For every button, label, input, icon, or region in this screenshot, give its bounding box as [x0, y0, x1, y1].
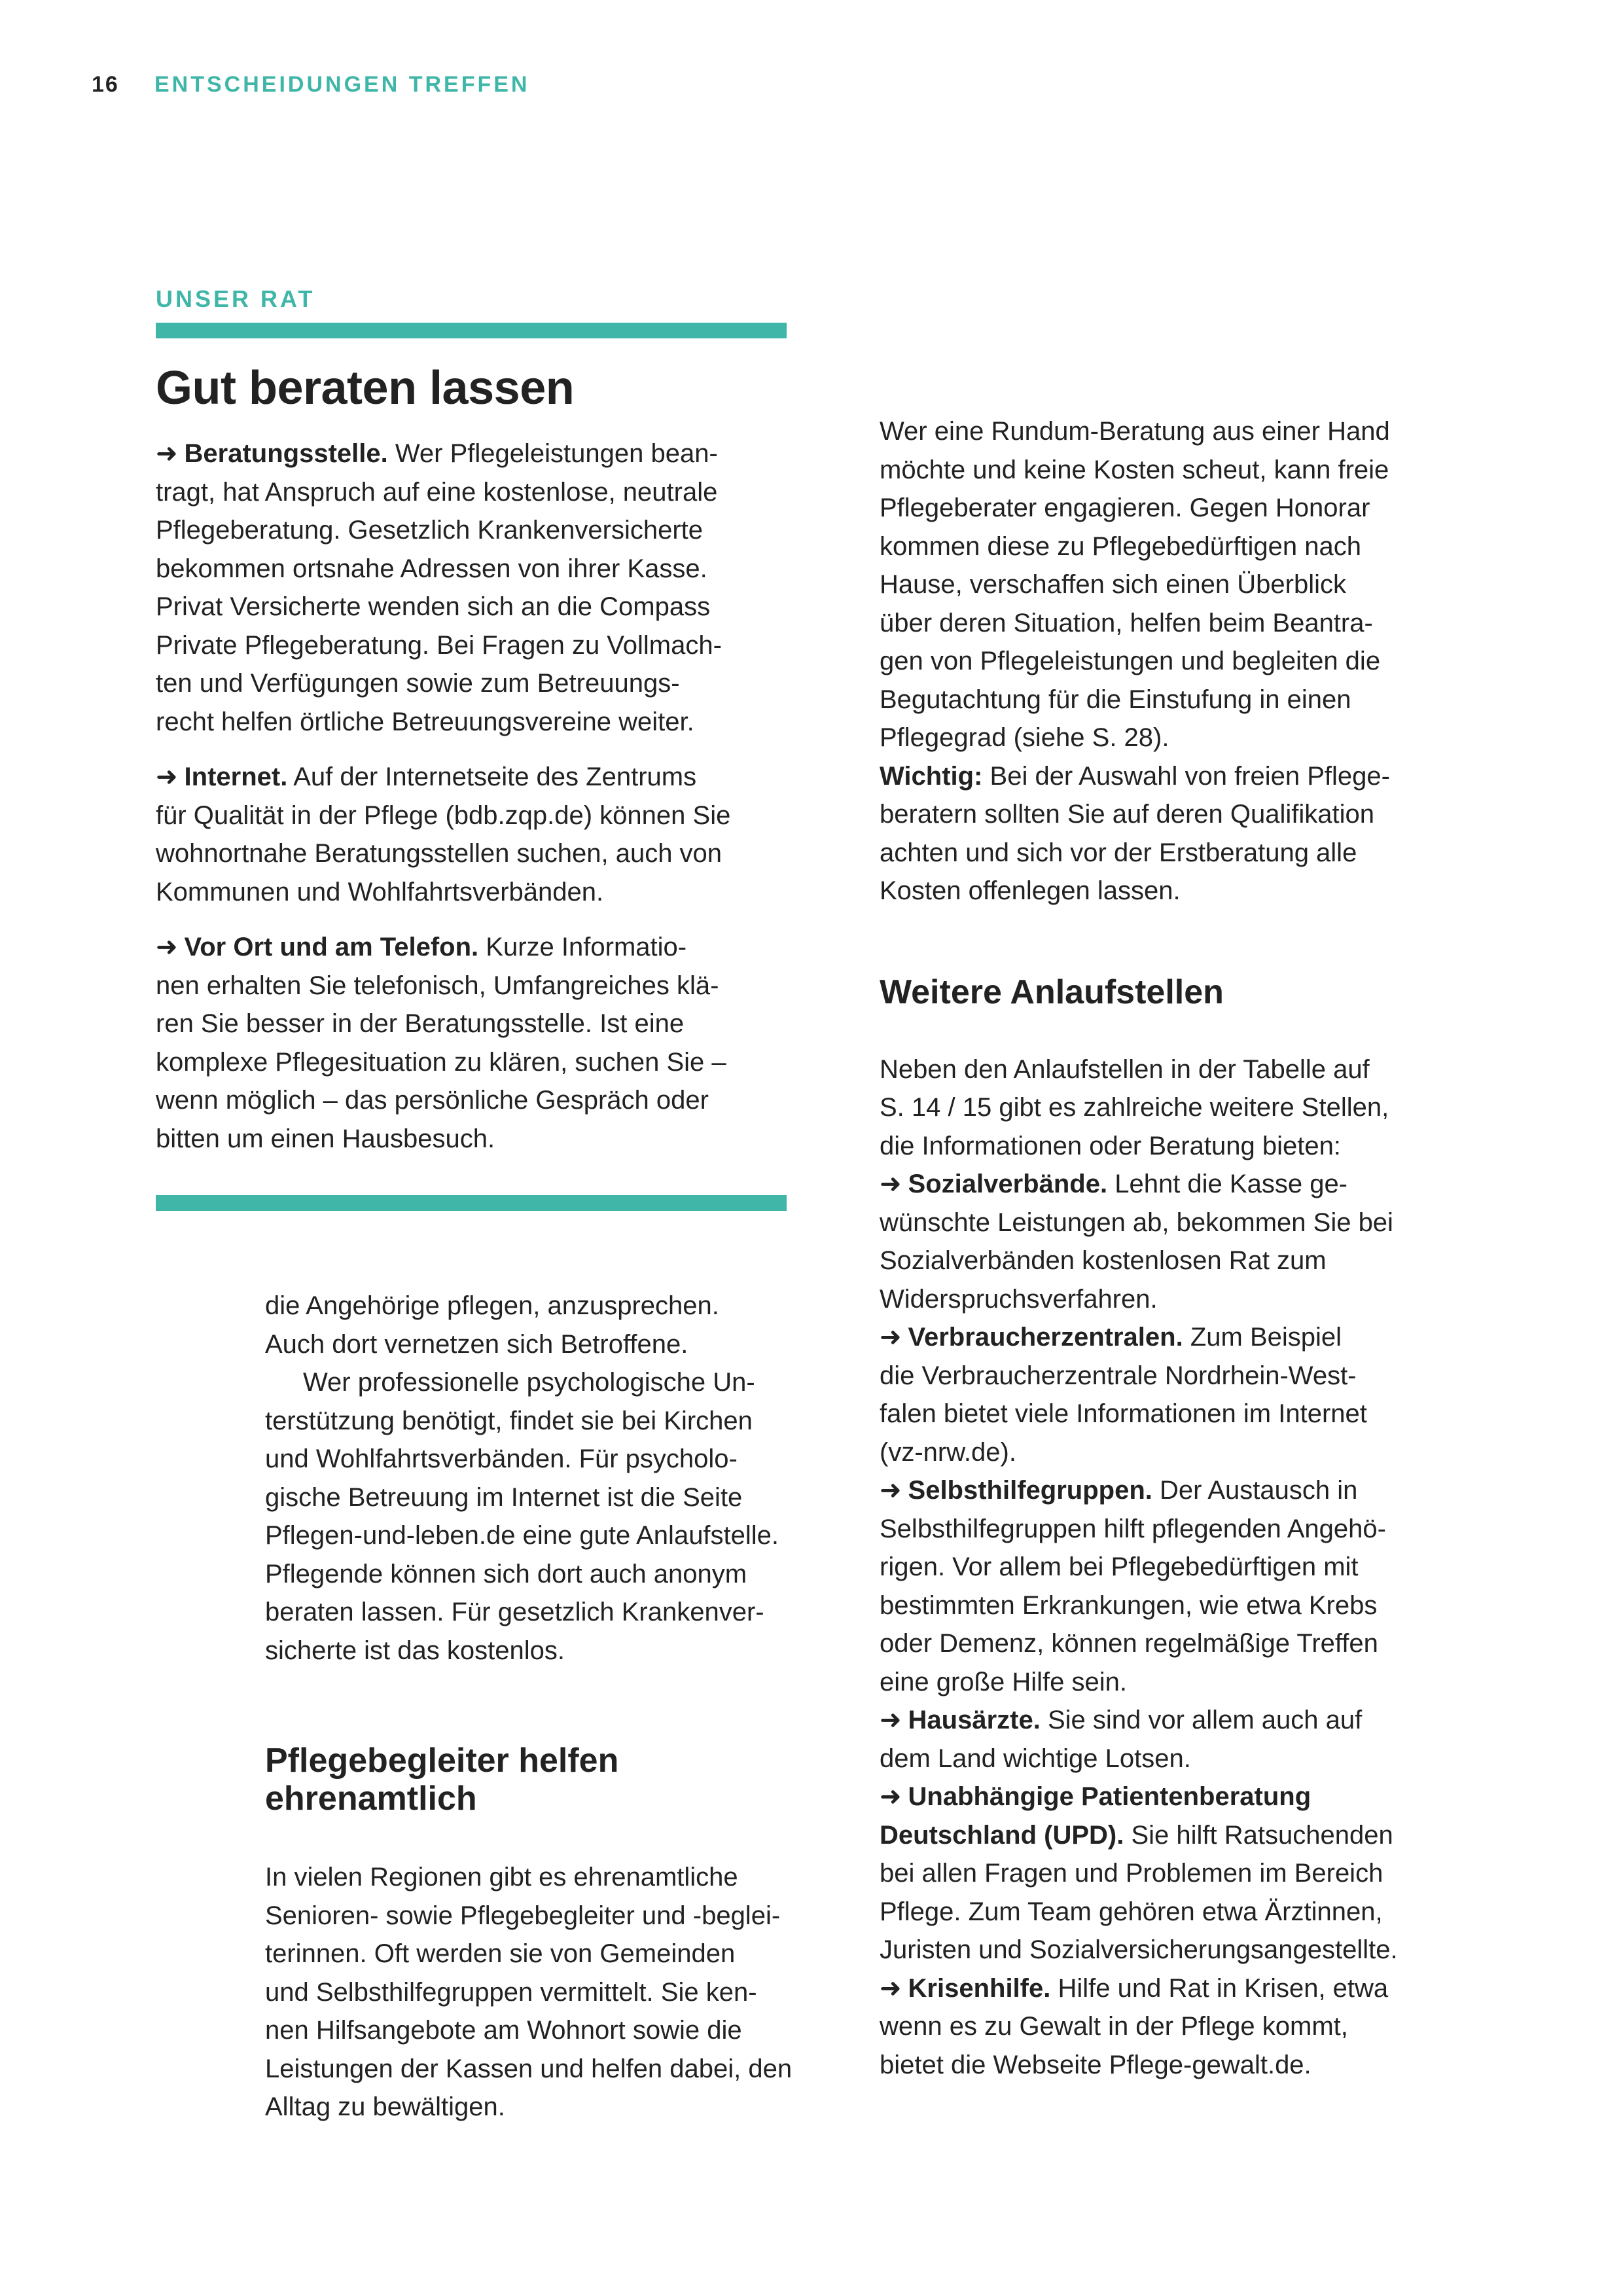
box-item-internet: ➜ Internet. Auf der Internetseite des Zentrums [156, 762, 697, 791]
left-column: die Angehörige pflegen, anzusprechen. Auch dort vernetzen sich Betroffene. Wer professionelle psychologische Un- terstützung benötigt, findet sie bei Kirchen und Wohlfahrtsverbänden. Für psycholo- gische Betreuung im Internet ist die Seite Pflegen-und-leben.de eine gute Anlaufstelle. Pflegende können sich dort auch anonym beraten lassen. Für gesetzlich Krankenver- sicherte ist das kostenlos. Pflegebegleiter helfen ehrenamtlich In vielen Regionen gibt es ehrenamtliche Senioren- sowie Pflegebegleiter und -beglei- terinnen. Oft werden sie von Gemeinden und Selbsthilfegruppen vermittelt. Sie ken- nen Hilfsangebote am Wohnort sowie die Leistungen der Kassen und helfen dabei, den Alltag zu bewältigen. [265, 1287, 841, 2126]
arrow-right-icon: ➜ [880, 1973, 902, 2003]
box-kicker: UNSER RAT [156, 285, 315, 312]
wichtig-note: Wichtig: Bei der Auswahl von freien Pflege- [880, 761, 1390, 791]
pflegebegleiter-text: In vielen Regionen gibt es ehrenamtliche Senioren- sowie Pflegebegleiter und -beglei- terinnen. Oft werden sie von Gemeinden und Selbsthilfegruppen vermittelt. Sie ken- nen Hilfsangebote am Wohnort sowie die Leistungen der Kassen und helfen dabei, den Alltag zu bewältigen. [265, 1863, 793, 2121]
arrow-right-icon: ➜ [156, 762, 178, 791]
arrow-right-icon: ➜ [880, 1782, 902, 1811]
arrow-right-icon: ➜ [880, 1323, 902, 1352]
list-item-upd: ➜ Unabhängige Patientenberatung [880, 1782, 1311, 1811]
box-title: Gut beraten lassen [156, 362, 575, 414]
page-number: 16 [92, 72, 119, 97]
list-item-selbsthilfegruppen: ➜ Selbsthilfegruppen. Der Austausch in [880, 1476, 1358, 1505]
box-item-vor-ort: ➜ Vor Ort und am Telefon. Kurze Informatio- [156, 933, 687, 961]
box-body: ➜ Beratungsstelle. Wer Pflegeleistungen bean- tragt, hat Anspruch auf eine kostenlose, neutrale Pflegeberatung. Gesetzlich Krankenversicherte bekommen ortsnahe Adressen von ihrer Kasse. Privat Versicherte wenden sich an die Compass Private Pflegeberatung. Bei Fragen zu Vollmach- ten und Verfügungen sowie zum Betreuungs- recht helfen örtliche Betreuungsvereine weiter. ➜ Internet. Auf der Internetseite des Zentrums für Qualität in der Pflege (bdb.zqp.de) können Sie wohnortnahe Beratungsstellen suchen, auch von Kommunen und Wohlfahrtsverbänden. ➜ Vor Ort und am Telefon. Kurze Informatio- nen erhalten Sie telefonisch, Umfangreiches klä- ren Sie besser in der Beratungsstelle. Ist eine komplexe Pflegesituation zu klären, suchen Sie – wenn möglich – das persönliche Gespräch oder bitten um einen Hausbesuch. [156, 435, 797, 1158]
arrow-right-icon: ➜ [880, 1706, 902, 1734]
list-item-sozialverbaende: ➜ Sozialverbände. Lehnt die Kasse ge- [880, 1170, 1348, 1198]
running-section-title: ENTSCHEIDUNGEN TREFFEN [154, 72, 530, 97]
arrow-right-icon: ➜ [156, 439, 178, 468]
section-heading-weitere-anlaufstellen: Weitere Anlaufstellen [880, 973, 1224, 1011]
list-item-verbraucherzentralen: ➜ Verbraucherzentralen. Zum Beispiel [880, 1323, 1342, 1352]
arrow-right-icon: ➜ [156, 933, 178, 961]
box-item-beratungsstelle: ➜ Beratungsstelle. Wer Pflegeleistungen bean- [156, 439, 718, 468]
list-item-hausaerzte: ➜ Hausärzte. Sie sind vor allem auch auf [880, 1706, 1363, 1734]
right-column: Wer eine Rundum-Beratung aus einer Hand möchte und keine Kosten scheut, kann freie Pflegeberater engagieren. Gegen Honorar kommen diese zu Pflegebedürftigen nach Hause, verschaffen sich einen Überblick über deren Situation, helfen beim Beantra- gen von Pflegeleistungen und begleiten die Begutachtung für die Einstufung in einen Pflegegrad (siehe S. 28). Wichtig: Bei der Auswahl von freien Pflege- beratern sollten Sie auf deren Qualifikation achten und sich vor der Erstberatung alle Kosten offenlegen lassen. Weitere Anlaufstellen Neben den Anlaufstellen in der Tabelle auf S. 14 / 15 gibt es zahlreiche weitere Stellen, die Informationen oder Beratung bieten: ➜ Sozialverbände. Lehnt die Kasse ge- wünschte Leistungen ab, bekommen Sie bei Sozialverbänden kostenlosen Rat zum Widerspruchsverfahren. ➜ Verbraucherzentralen. Zum Beispiel die Verbraucherzentrale Nordrhein-West- falen bietet viele Informationen im Internet (vz-nrw.de). ➜ Selbsthilfegruppen. Der Austausch in Selbsthilfegruppen hilft pflegenden Angehö- rigen. Vor allem bei Pflegebedürftigen mit bestimmten Erkrankungen, wie etwa Krebs oder Demenz, können regelmäßige Treffen eine große Hilfe sein. ➜ Hausärzte. Sie sind vor allem auch auf dem Land wichtige Lotsen. ➜ Unabhängige Patientenberatung Deutschland (UPD). Sie hilft Ratsuchenden bei allen Fragen und Problemen im Bereich Pflege. Zum Team gehören etwa Ärztinnen, Juristen und Sozialversicherungsangestellte. ➜ Krisenhilfe. Hilfe und Rat in Krisen, etwa wenn es zu Gewalt in der Pflege kommt, bietet die Webseite Pflege-gewalt.de. [880, 412, 1469, 2084]
list-item-krisenhilfe: ➜ Krisenhilfe. Hilfe und Rat in Krisen, etwa [880, 1973, 1389, 2003]
box-bottom-rule [156, 1195, 787, 1211]
box-top-rule [156, 323, 787, 338]
section-heading-pflegebegleiter: Pflegebegleiter helfen ehrenamtlich [265, 1742, 619, 1818]
arrow-right-icon: ➜ [880, 1170, 902, 1198]
anlaufstellen-list: Neben den Anlaufstellen in der Tabelle auf S. 14 / 15 gibt es zahlreiche weitere Stellen, die Informationen oder Beratung bieten: ➜ Sozialverbände. Lehnt die Kasse ge- wünschte Leistungen ab, bekommen Sie bei Sozialverbänden kostenlosen Rat zum Widerspruchsverfahren. ➜ Verbraucherzentralen. Zum Beispiel die Verbraucherzentrale Nordrhein-West- falen bietet viele Informationen im Internet (vz-nrw.de). ➜ Selbsthilfegruppen. Der Austausch in Selbsthilfegruppen hilft pflegenden Angehö- rigen. Vor allem bei Pflegebedürftigen mit bestimmten Erkrankungen, wie etwa Krebs oder Demenz, können regelmäßige Treffen eine große Hilfe sein. ➜ Hausärzte. Sie sind vor allem auch auf dem Land wichtige Lotsen. ➜ Unabhängige Patientenberatung Deutschland (UPD). Sie hilft Ratsuchenden bei allen Fragen und Problemen im Bereich Pflege. Zum Team gehören etwa Ärztinnen, Juristen und Sozialversicherungsangestellte. ➜ Krisenhilfe. Hilfe und Rat in Krisen, etwa wenn es zu Gewalt in der Pflege kommt, bietet die Webseite Pflege-gewalt.de. [880, 1050, 1469, 2085]
arrow-right-icon: ➜ [880, 1476, 902, 1505]
